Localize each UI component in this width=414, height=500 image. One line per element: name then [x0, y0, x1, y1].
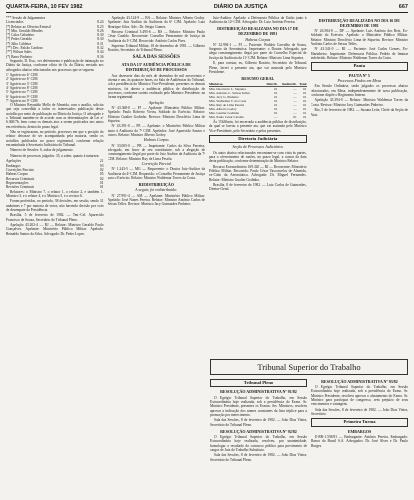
table-header-cell: Distrib. [263, 82, 278, 87]
table-cell: Min. Jacy G. Pinheiro [209, 95, 239, 100]
section-box-title: Primeira Turma [311, 418, 408, 426]
list-item: 7º Agrávio no 9º CJM [6, 98, 38, 103]
paragraph: Número de Sessões: 6, todas de julgamento. [10, 148, 74, 153]
table-cell: 01 [274, 91, 278, 96]
category-label: Habeas Corpus [245, 36, 271, 42]
list-item-label: [*] Min. Geraldo Mendes [6, 28, 43, 33]
table-cell: 01 [303, 103, 307, 108]
list-item-number: 02 [99, 168, 104, 173]
table-row [209, 115, 307, 119]
stats-list [6, 159, 104, 189]
tst-column-left [210, 377, 307, 500]
paragraph: Nº 27.991-4 — AM — Apelante: Ministério Público Militar. Apelado: José Nunes Pereira. Relator: Ministro Antônio Carlos de Seixas Telles. Revisor: Ministro Jacy Guimarães Pinheiro. [107, 193, 205, 207]
list-item-label: Habeas Corpus [6, 172, 28, 177]
list-item-label: [*] Pedro Geraldo [6, 37, 32, 42]
subheading: DISTRIBUIÇÃO REALIZADA NO DIA 16 DE DEZEMBRO DE 1981 [318, 17, 400, 28]
section-box-title: Diretoria Judiciária [209, 135, 307, 143]
table-cell: Min. Ruy de Lima Pessôa [209, 103, 245, 108]
table-cell: — [293, 107, 297, 112]
paragraph: Os autos abaixo relacionados encontram-se com vista às partes, para o oferecimento de razões, no prazo legal, a contar da data desta publicação, conforme determinação do Ministro Relator. [209, 150, 307, 164]
paragraph: Supremo Tribunal Militar, 18 de dezembro de 1981. — Gilberto Rosário, Secretário do Tribunal Pleno. [107, 44, 205, 53]
index-list [6, 16, 104, 59]
paragraph: E, para constar, eu, Gilberto Rosário, Secretário do Tribunal Pleno, lavrei a presente ata, que vai assinada pelo Ministro Presidente. [209, 61, 307, 74]
subheading: DISTRIBUIÇÃO REALIZADA NO DIA 17 DE DEZEMBRO DE 1981 [217, 26, 299, 37]
table-cell: 01 [303, 95, 307, 100]
paragraph: Em Sessão Ordinária, serão julgados os processos abaixo relacionados, em Mesa, independentemente de nova publicação, conforme dispõe o Regimento Interno. [310, 84, 408, 97]
table-header-cell: Redistrib. [278, 82, 297, 87]
table-cell: 01 [303, 91, 307, 96]
paragraph: Nº 26.584-0 — DF — Apelante: Luís Antônio dos Reis, Ex-Soldado do Exército. Apelado: o Ministério Público Militar. Relator: Ministro Deoclécio Lima de Siqueira. Revisor: Ministro Antônio Carlos de Seixas Telles. [310, 29, 408, 46]
table-cell: 01 [274, 103, 278, 108]
table-cell: 01 [274, 111, 278, 116]
table-cell: — [293, 111, 297, 116]
table-cell: — [274, 115, 278, 120]
category-label: Apelação [148, 99, 164, 105]
tst-section [210, 357, 408, 500]
subheading: RESOLUÇÃO ADMINISTRATIVA Nº 93/82 [321, 378, 398, 384]
column-2 [108, 16, 206, 500]
subheading: REDISTRIBUIÇÃO [138, 181, 174, 187]
table-header-cell: Ministros [209, 82, 263, 87]
paragraph: Recurso Extraordinário 169.320 — RJ — Recorrente: Ministério Público Militar. Recorrido: Paulo César Vasconcelos de Almeida, ex-Cabo da Aeronáutica. Advogado: Dr. Miguel Fernandes. Relator: Ministro Gualter Godinho. [209, 164, 307, 182]
column-1 [6, 16, 104, 500]
list-item-label: Apelações [6, 159, 21, 164]
list-item: 6º Agrávio no 9º CJM [6, 94, 38, 99]
page-header [6, 4, 408, 13]
tst-title: Tribunal Superior do Trabalho [210, 359, 408, 375]
list-item: 5º Agrávio no 7º CJM [6, 90, 38, 95]
paragraph: Sala das Sessões, 8 de fevereiro de 1982. — João Dias Vieira, Secretário do Tribunal Pleno. [210, 453, 307, 462]
agravo-list [6, 73, 104, 103]
table-cell: 01 [303, 87, 307, 92]
table-header-cell: Total [297, 82, 307, 87]
list-item-number: 02 [99, 176, 104, 181]
paragraph: Relatores: o Ministro 7, o relator 1, o relator 2, e também 1, Ministro 3, e o relator 4, e o Ministro 5, e o revisor 6. [6, 189, 104, 198]
table-cell: — [293, 87, 297, 92]
paragraph: Recurso Criminal 5.495-6 — RS — Relator: Ministro Paulo César Cataldo. Recorrente: Conselho Permanente de Justiça da Auditoria da 3ª CJM. Recorrido: Antônio Carlos Pires. [107, 30, 205, 43]
list-item-label: Correições Parciais [6, 168, 34, 173]
list-item-number: 05 [99, 172, 104, 177]
list-item-number: 8.31 [97, 41, 104, 46]
header-title: DIÁRIO DA JUSTIÇA [213, 4, 268, 10]
table-cell: Min. Deoclécio L. Siqueira [209, 87, 247, 92]
paragraph: Rio, 5 de fevereiro de 1982. — Suzana Leite, Chefe da Seção de Atas. [310, 108, 408, 117]
paragraph: Apelação 43.394-0 — Relator: Ministro Waldemar Torres da Costa. Revisor: Ministro Jacy Guimarães Pinheiro. [310, 98, 408, 107]
table-cell: 01 [303, 111, 307, 116]
paragraph: O Egrégio Tribunal Superior do Trabalho, em Sessão Extraordinária hoje realizada, sob a presidência do Exmo. Sr. Ministro Presidente, presentes os Exmos. Srs. Ministros, resolveu aprovar a indicação dos nomes constantes da lista tríplice para a promoção por merecimento. [210, 395, 307, 417]
table-cell: — [293, 103, 297, 108]
paragraph: Sala das Sessões, 8 de fevereiro de 1982. — João Dias Vieira, Secretário. [311, 407, 408, 416]
list-item: 1º Agrávio no 6º CJM [6, 73, 38, 78]
paragraph: Aos dezessete dias do mês de dezembro de mil novecentos e oitenta e um, às quatorze horas, na Sala de Audiências do Tribunal, sob a presidência do Ministro Vice-Presidente, presentes os demais ministros, foi aberta a audiência pública de distribuição de processos, conforme sorteio realizado pelo Ministro Presidente, na forma regimental. [107, 73, 205, 100]
table-cell: 01 [274, 107, 278, 112]
table-cell: 01 [303, 107, 307, 112]
paragraph: Apelação 43.202-4 — RJ — Relator: Ministro Geraldo Paulo Gonçalves. Apelante: Ministério Público Militar. Apelado: Reinaldo Santos da Silva. Advogado: Dr. Pedro Lopes. [6, 223, 104, 236]
subheading: RESOLUÇÃO ADMINISTRATIVA Nº 91/82 [220, 389, 297, 395]
subsection-label: Seção de Processos Judiciários [232, 144, 283, 150]
table-cell: — [293, 99, 297, 104]
list-item-number: 8.32 [97, 46, 104, 51]
summary-table [209, 82, 307, 119]
paragraph: Nº 43.368-0 — PJ — Apelante: Ministério Público Militar. Apelado: Paulo Roberto Vieira, Soldado do Exército. Relator: Ministro Gualter Godinho. Revisor: Ministro Deoclécio Lima de Siqueira. [107, 106, 205, 123]
list-item-number: 21 [99, 159, 104, 164]
list-item-label: (**) Wilson Sales [6, 50, 32, 55]
category-label: Correição Parcial [141, 161, 171, 167]
list-item-number: 01 [99, 185, 104, 190]
list-item-number: 8.25 [97, 24, 104, 29]
category-label: Processos Findos em Mesa [337, 78, 381, 84]
subheading: RESOLUÇÃO ADMINISTRATIVA Nº 92/82 [220, 428, 297, 434]
paragraph: O Egrégio Tribunal Superior do Trabalho, em Sessão Extraordinária hoje realizada, sob a presidência do Exmo. Sr. Ministro Presidente, resolveu aprovar o afastamento do Exmo. Sr. Ministro para participar de congresso, sem prejuízo de seus vencimentos e vantagens. [311, 385, 408, 407]
intro-label: A seguir, foi redistribuído: [135, 187, 178, 193]
paragraph: Nº 32.994-1 — PJ — Paciente: Waldeir Carvalho de Sousa, Sargento da Aeronáutica. Impetrante: o Doutor Advogado, que alega constrangimento ilegal por parte do Conselho Especial de Justiça da Auditoria da 11ª CJM. Relator: Ministro Lima Siqueira. [209, 42, 307, 60]
paragraph: Brasília, 8 de fevereiro de 1982. — Luiz Carlos de Guimarães, Diretor-Geral. [209, 183, 307, 192]
table-cell: — [293, 95, 297, 100]
list-item-number: 8.30 [97, 37, 104, 42]
table-cell: 01 [303, 99, 307, 104]
list-item-number: 8.26 [97, 28, 104, 33]
list-item-label: Recursos Criminais [6, 176, 35, 181]
paragraph: Nº 33.005-0 — PB — Impetrante: Carlos da Silva Ferreira, advogado, em favor de seu constituinte, sob a alegação de constrangimento ilegal por parte do Juiz Auditor da Auditoria da 7ª CJM. Relator: Ministro Ruy de Lima Pessôa. [107, 143, 205, 161]
list-item-number: 8.36 [97, 54, 104, 59]
paragraph: Segundo, D. Exa., ver deferimento e publicação de intimação no Diário da Justiça, conforme ofício de fls. do Diário, enviado aos advogados abaixo relacionados nos processos que se seguem. [6, 58, 104, 72]
list-item-label: [*] Calos Geladeiro [6, 33, 35, 38]
list-item: 3º Agrávio no 3º CJM [6, 81, 38, 86]
list-item-number: 03 [99, 163, 104, 168]
paragraph: Sala das Sessões, 8 de fevereiro de 1982. — João Dias Vieira, Secretário do Tribunal Pleno. [210, 418, 307, 427]
list-item-label: Representações [6, 180, 29, 185]
category-label: Habeas Corpus [143, 137, 169, 143]
subheading: EMBARGOS [347, 428, 372, 434]
table-cell: 01 [274, 95, 278, 100]
paragraph: Nº 1.243-5 — MG — Requerente: o Doutor Juiz-Auditor da Auditoria da 4ª CJM. Requerido: o Conselho Permanente de Justiça para o Exército. Relator: Ministro Waldemar Torres da Costa. [107, 167, 205, 181]
section-box-title: Pauta [311, 62, 409, 70]
list-item: 2º Agrávio no 6º CJM [6, 77, 38, 82]
list-item: 4º Agrávio no 8º CJM [6, 85, 38, 90]
table-cell: 01 [274, 87, 278, 92]
paragraph: Nº 43.391-0 — PE — Apelante: o Ministério Público Militar junto à Auditoria da 7ª CJM. Apelados: José Aparecido Santos e outros. Relator: Ministro Alberto Godoy. [107, 124, 205, 137]
subheading: RESUMO GERAL [241, 75, 275, 81]
table-cell: 01 [293, 115, 297, 120]
paragraph: Brasília, 5 de fevereiro de 1982. — Ten.-Cel. Aparecido Francisco de Souza, Secretário do Tribunal Pleno. [6, 213, 104, 222]
table-cell: Min. Alberto Godoy [209, 107, 237, 112]
header-date: QUARTA-FEIRA, 10 FEV 1982 [6, 4, 83, 10]
table-cell: — [293, 91, 297, 96]
list-item-number: 01 [99, 180, 104, 185]
list-item-label: (**) Dec. Falcão Cardoso [6, 46, 43, 51]
list-item-number: 8.34 [97, 50, 104, 55]
section-box-title: Tribunal Pleno [210, 379, 307, 387]
list-item-number: 8.24 [97, 20, 104, 25]
tst-column-right [311, 377, 408, 500]
subheading: PAUTA Nº 5 [348, 72, 370, 78]
table-cell: 01 [274, 99, 278, 104]
list-item-label: Revisões Criminais [6, 185, 35, 190]
paragraph: Nº 43.341-0 — RJ — Paciente: José Carlos Gomes, Ex-Marinheiro. Impetrante: Defensoria Pública. Pedido de liminar indeferido. Relator: Ministro Waldemar Torres da Costa. [310, 47, 408, 60]
paragraph: Juiz-Auditor. Apelado: a Defensoria Pública da União junto à Auditoria da 12ª CJM. Advogado: Dr. Luiz Antônio Pereira. [209, 16, 307, 25]
paragraph: E-RR-1.558/81 — Embargante: Antônio Pereira. Embargado: Banco do Brasil S.A. Advogados: Dr. José Alves e Dr. Paulo Borges. [311, 435, 408, 448]
list-item-label: (*) Barro Pinheiro [6, 54, 33, 59]
list-item-label: Licenciados [6, 20, 24, 25]
table-cell: Min. Gualter Godinho [209, 111, 240, 116]
list-item-label: *** Sessão de Julgamentos [6, 16, 46, 20]
page-number: 667 [398, 4, 408, 10]
paragraph: Não se registraram, no período, processos em que a posição do relator deixasse de ser acompanhada pela maioria, sendo os acórdãos publicados no prazo regimental, conforme relação encaminhada à Secretaria Judiciária do Tribunal. [6, 130, 104, 147]
section-heading: SALA DAS SESSÕES [132, 54, 180, 60]
list-item-label: [*] Júlio Caldeira [6, 41, 32, 46]
table-cell: Min. Waldemar T. da Costa [209, 99, 247, 104]
paragraph: Número de processos julgados: 35, a saber, quanto à natureza: [10, 153, 100, 158]
list-item-number: 8.30 [97, 33, 104, 38]
paragraph: Às 15h30min, foi encerrada a audiência pública de distribuição, da qual se lavrou a presente ata, que vai assinada pelo Ministro Vice-Presidente, pelo Secretário e pelos presentes. [209, 120, 307, 133]
table-cell: Min. Paulo César Cataldo [209, 115, 245, 120]
table-cell: Min. Antônio C. Seixas Telles [209, 91, 250, 96]
list-item-label: Embargos [6, 163, 21, 168]
paragraph: O Ministro Reynaldo Mello de Almeida, com o auxílio, solicita que seja concedida a todos os interessados publicação desse acórdão por meio de publicação no Diário da Justiça. O advogado e o Tribunal mantém-se de acordo com as determinações da Lei nº 6.368/76, bem como os demais atos a serem praticados nos autos em referência, dentro do prazo legal. [6, 103, 104, 129]
paragraph: Apelação 43.124-9 — BA — Relator: Ministro Alberto Godoy. Apelante: Juiz Auditor da Auditoria da 6ª CJM. Apelado: Luiz Henrique Silva. Adv.: Dr. Sérgio Gomes. [107, 16, 205, 29]
paragraph: Foram proferidas, no período, 38 decisões, em sessão, sendo 31 unânimes e 7 por maioria de votos, não havendo decisão por voto de desempate da Presidência. [6, 199, 104, 212]
list-item-label: [*] Relator ao Oliveira Ermesil [6, 24, 51, 29]
paragraph: O Egrégio Tribunal Superior do Trabalho, em Sessão Extraordinária hoje realizada, resolveu, por unanimidade, homologar o resultado do concurso público para provimento de cargos de Juiz do Trabalho Substituto. [210, 435, 307, 452]
table-cell: 01 [303, 115, 307, 120]
subheading: ATA DA 13ª AUDIÊNCIA PÚBLICA DE DISTRIBUIÇÃO DE PROCESSOS [121, 62, 191, 73]
